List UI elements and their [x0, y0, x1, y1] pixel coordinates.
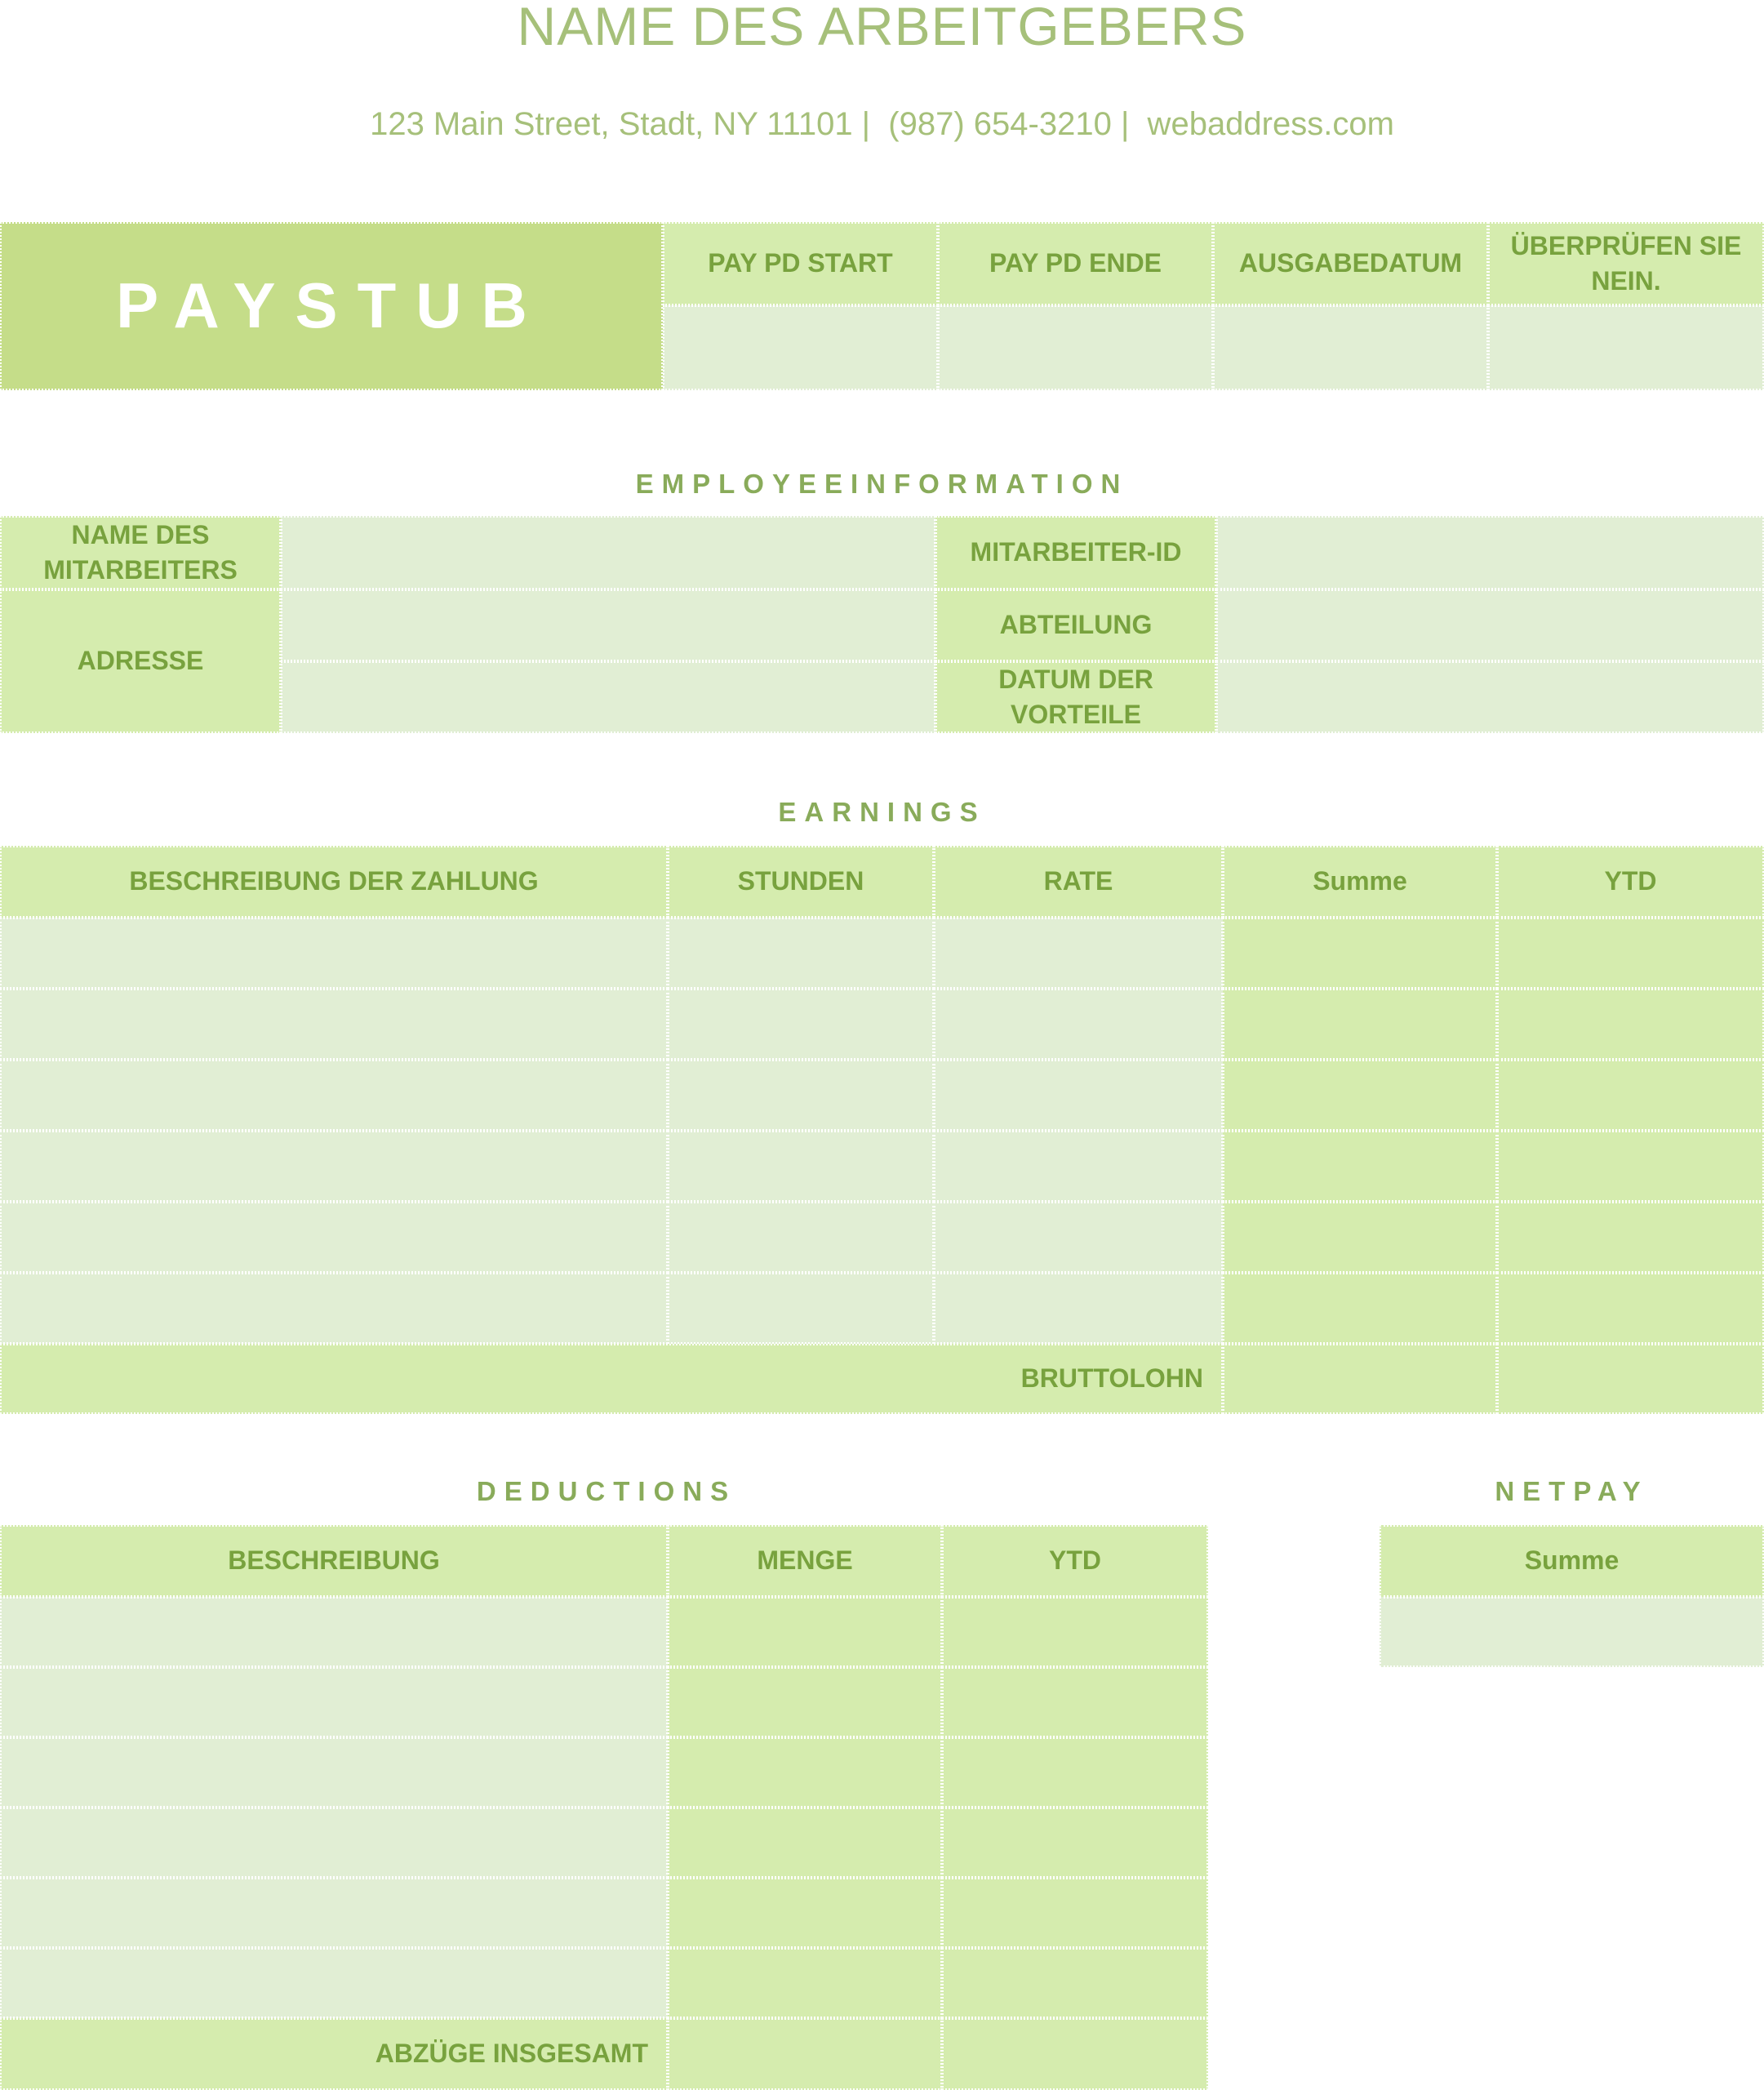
check-number-value[interactable]: [1488, 305, 1764, 390]
benefits-date-label: DATUM DER VORTEILE: [935, 661, 1216, 733]
earnings-hours-header: STUNDEN: [668, 846, 934, 918]
earnings-title: EARNINGS: [778, 797, 986, 827]
earnings-rate-header: RATE: [934, 846, 1223, 918]
issue-date-header: AUSGABEDATUM: [1213, 222, 1488, 305]
address-label: ADRESSE: [0, 589, 281, 733]
earnings-row-hours[interactable]: [668, 1273, 934, 1344]
earnings-row-ytd[interactable]: [1497, 1060, 1764, 1131]
earnings-row-hours[interactable]: [668, 989, 934, 1060]
total-deductions-amount[interactable]: [668, 2018, 942, 2090]
net-pay-amount-header: Summe: [1380, 1525, 1764, 1597]
paystub-title: PAYSTUB: [116, 269, 547, 342]
paystub-title-block: [0, 222, 663, 390]
pay-period-end-value[interactable]: [938, 305, 1213, 390]
earnings-row-description[interactable]: [0, 989, 668, 1060]
earnings-row-hours[interactable]: [668, 1131, 934, 1202]
earnings-row-rate[interactable]: [934, 1131, 1223, 1202]
pay-period-start-header: PAY PD START: [663, 222, 938, 305]
issue-date-value[interactable]: [1213, 305, 1488, 390]
total-deductions-label: ABZÜGE INSGESAMT: [0, 2018, 668, 2090]
deductions-description-header: BESCHREIBUNG: [0, 1525, 668, 1597]
deductions-amount-header: MENGE: [668, 1525, 942, 1597]
deduction-row-amount[interactable]: [668, 1948, 942, 2018]
earnings-row-rate[interactable]: [934, 1060, 1223, 1131]
deduction-row-amount[interactable]: [668, 1737, 942, 1808]
earnings-row-ytd[interactable]: [1497, 1202, 1764, 1273]
earnings-row-rate[interactable]: [934, 989, 1223, 1060]
deduction-row-ytd[interactable]: [942, 1597, 1208, 1667]
employer-contact-line: 123 Main Street, Stadt, NY 11101 | (987) 654-3210 | webaddress.com: [370, 106, 1394, 142]
earnings-row-rate[interactable]: [934, 1273, 1223, 1344]
deduction-row-amount[interactable]: [668, 1597, 942, 1667]
earnings-row-amount[interactable]: [1223, 1060, 1497, 1131]
department-value[interactable]: [1216, 589, 1764, 661]
total-deductions-ytd[interactable]: [942, 2018, 1208, 2090]
employee-id-value[interactable]: [1216, 516, 1764, 589]
earnings-row-rate[interactable]: [934, 1202, 1223, 1273]
earnings-row-hours[interactable]: [668, 1060, 934, 1131]
earnings-row-description[interactable]: [0, 918, 668, 989]
benefits-date-value[interactable]: [1216, 661, 1764, 733]
pay-period-start-value[interactable]: [663, 305, 938, 390]
check-number-header: ÜBERPRÜFEN SIE NEIN.: [1488, 222, 1764, 305]
deduction-row-ytd[interactable]: [942, 1878, 1208, 1948]
gross-pay-amount[interactable]: [1223, 1344, 1497, 1414]
earnings-row-amount[interactable]: [1223, 918, 1497, 989]
deduction-row-ytd[interactable]: [942, 1808, 1208, 1878]
earnings-row-description[interactable]: [0, 1273, 668, 1344]
earnings-row-hours[interactable]: [668, 1202, 934, 1273]
earnings-row-ytd[interactable]: [1497, 989, 1764, 1060]
earnings-row-description[interactable]: [0, 1060, 668, 1131]
department-label: ABTEILUNG: [935, 589, 1216, 661]
gross-pay-ytd[interactable]: [1497, 1344, 1764, 1414]
earnings-row-amount[interactable]: [1223, 989, 1497, 1060]
earnings-row-hours[interactable]: [668, 918, 934, 989]
gross-pay-label: BRUTTOLOHN: [0, 1344, 1223, 1414]
deduction-row-description[interactable]: [0, 1878, 668, 1948]
earnings-row-amount[interactable]: [1223, 1273, 1497, 1344]
deduction-row-description[interactable]: [0, 1597, 668, 1667]
address-line-2-value[interactable]: [281, 661, 935, 733]
deduction-row-ytd[interactable]: [942, 1948, 1208, 2018]
deduction-row-description[interactable]: [0, 1667, 668, 1737]
earnings-row-amount[interactable]: [1223, 1202, 1497, 1273]
address-line-1-value[interactable]: [281, 589, 935, 661]
earnings-row-ytd[interactable]: [1497, 1273, 1764, 1344]
earnings-row-amount[interactable]: [1223, 1131, 1497, 1202]
earnings-row-description[interactable]: [0, 1131, 668, 1202]
earnings-row-ytd[interactable]: [1497, 918, 1764, 989]
deduction-row-amount[interactable]: [668, 1667, 942, 1737]
deduction-row-description[interactable]: [0, 1808, 668, 1878]
pay-period-end-header: PAY PD ENDE: [938, 222, 1213, 305]
earnings-row-description[interactable]: [0, 1202, 668, 1273]
net-pay-amount-value[interactable]: [1380, 1597, 1764, 1667]
deductions-ytd-header: YTD: [942, 1525, 1208, 1597]
earnings-row-ytd[interactable]: [1497, 1131, 1764, 1202]
deduction-row-amount[interactable]: [668, 1878, 942, 1948]
deduction-row-description[interactable]: [0, 1737, 668, 1808]
deduction-row-description[interactable]: [0, 1948, 668, 2018]
earnings-row-rate[interactable]: [934, 918, 1223, 989]
deduction-row-amount[interactable]: [668, 1808, 942, 1878]
deduction-row-ytd[interactable]: [942, 1737, 1208, 1808]
employee-information-title: EMPLOYEEINFORMATION: [635, 469, 1129, 499]
net-pay-title: NETPAY: [1495, 1476, 1649, 1506]
employer-name: NAME DES ARBEITGEBERS: [517, 0, 1247, 56]
earnings-ytd-header: YTD: [1497, 846, 1764, 918]
earnings-amount-header: Summe: [1223, 846, 1497, 918]
deduction-row-ytd[interactable]: [942, 1667, 1208, 1737]
employee-name-value[interactable]: [281, 516, 935, 589]
deductions-title: DEDUCTIONS: [476, 1476, 737, 1506]
employee-name-label: NAME DES MITARBEITERS: [0, 516, 281, 589]
employee-id-label: MITARBEITER-ID: [935, 516, 1216, 589]
earnings-description-header: BESCHREIBUNG DER ZAHLUNG: [0, 846, 668, 918]
